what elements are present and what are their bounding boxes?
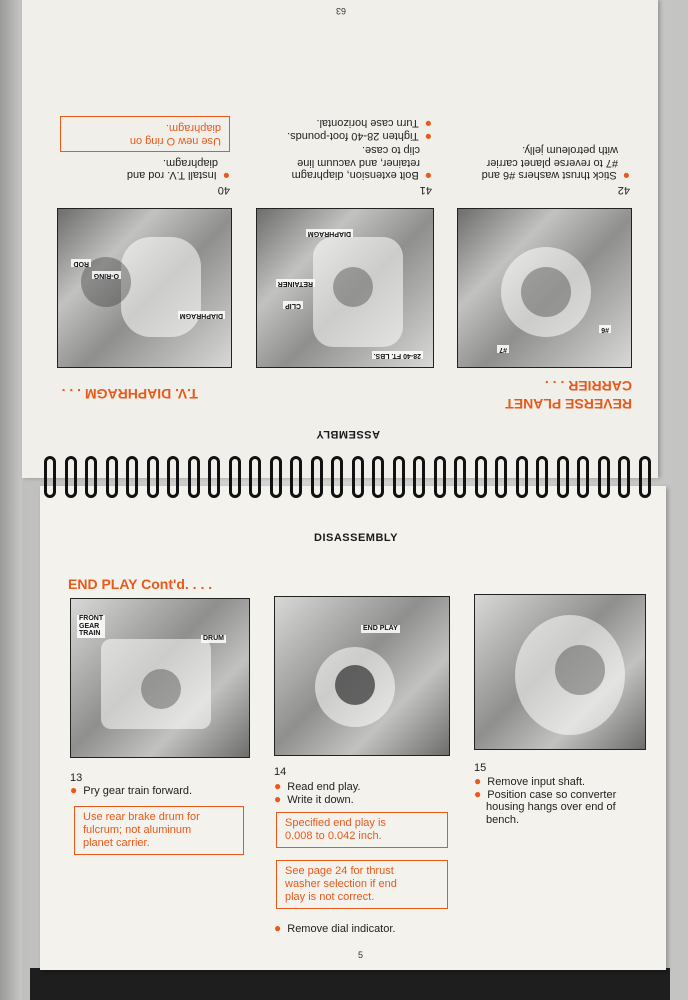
step-41-line2: retainer, and vacuum line — [297, 157, 420, 169]
spiral-ring — [516, 456, 528, 498]
step-14-note-thrust-washer: See page 24 for thrust washer selection if end play is not correct. — [276, 860, 448, 909]
step-41-line4: ●Tighten 28-40 foot-pounds. — [287, 130, 432, 144]
callout-oring: O-RING — [93, 272, 119, 279]
step-15-number: 15 — [474, 762, 487, 774]
callout-clip: CLIP — [285, 302, 301, 309]
spiral-ring — [536, 456, 548, 498]
step-14-note-end-play: Specified end play is 0.008 to 0.042 inch. — [276, 812, 448, 848]
step-15-line4: bench. — [486, 814, 520, 826]
spiral-ring — [434, 456, 446, 498]
step-15-line3: housing hangs over end of — [486, 801, 616, 813]
step-13-line1: ● Pry gear train forward. — [70, 783, 193, 797]
spiral-ring — [270, 456, 282, 498]
step-13-number: 13 — [70, 772, 83, 784]
callout-torque: 28-40 FT. LBS. — [373, 352, 421, 359]
step-41-line5: ●Turn case horizontal. — [316, 117, 432, 131]
callout-diaphragm-40: DIAPHRAGM — [179, 312, 223, 319]
step-42-line3: with petroleum jelly. — [522, 144, 618, 156]
spiral-ring — [639, 456, 651, 498]
callout-drum: DRUM — [203, 635, 224, 642]
lower-page-number: 5 — [358, 950, 364, 960]
spiral-ring — [557, 456, 569, 498]
disassembly-heading: DISASSEMBLY — [314, 532, 398, 544]
step-42-line1: ●Stick thrust washers #6 and — [481, 169, 630, 183]
step-40-line2: diaphragm. — [162, 157, 218, 169]
callout-end-play: END PLAY — [363, 625, 398, 632]
spiral-ring — [352, 456, 364, 498]
spiral-ring — [249, 456, 261, 498]
spiral-ring — [188, 456, 200, 498]
photo-step-41 — [256, 208, 434, 368]
step-15-line2: ● Position case so converter — [474, 787, 617, 801]
photo-step-42 — [457, 208, 632, 368]
photo-step-13 — [70, 598, 250, 758]
callout-rod: ROD — [73, 260, 89, 267]
reverse-planet-title: REVERSE PLANET CARRIER . . . — [505, 378, 632, 412]
callout-front-gear-train: FRONT GEAR TRAIN — [79, 615, 104, 638]
spiral-ring — [147, 456, 159, 498]
upper-page-number: 63 — [335, 6, 346, 16]
step-41-number: 41 — [419, 184, 432, 196]
callout-6: #6 — [601, 326, 609, 333]
left-shadow — [0, 0, 22, 1000]
spiral-ring — [44, 456, 56, 498]
lower-page — [40, 486, 666, 970]
assembly-heading: ASSEMBLY — [315, 428, 380, 440]
step-41-line1: ●Bolt extension, diaphragm — [291, 169, 432, 183]
callout-diaphragm-41: DIAPHRAGM — [307, 230, 351, 237]
end-play-title: END PLAY Cont'd. . . . — [68, 576, 213, 592]
step-40-note: Use new O ring on diaphragm. — [60, 116, 230, 152]
spiral-ring — [85, 456, 97, 498]
callout-retainer: RETAINER — [277, 280, 313, 287]
step-41-line3: clip to case. — [361, 144, 420, 156]
spiral-ring — [167, 456, 179, 498]
callout-7: #7 — [499, 346, 507, 353]
spiral-ring — [454, 456, 466, 498]
photo-step-14 — [274, 596, 450, 756]
photo-step-15 — [474, 594, 646, 750]
spiral-ring — [495, 456, 507, 498]
spiral-ring — [475, 456, 487, 498]
spiral-binding — [40, 456, 660, 502]
tv-diaphragm-title: T.V. DIAPHRAGM . . . — [61, 386, 198, 402]
step-14-number: 14 — [274, 766, 287, 778]
step-14-remove-dial: ● Remove dial indicator. — [274, 921, 396, 935]
step-14-line1: ● Read end play. — [274, 779, 361, 793]
step-40-number: 40 — [217, 184, 230, 196]
spiral-ring — [331, 456, 343, 498]
spiral-ring — [577, 456, 589, 498]
spiral-ring — [106, 456, 118, 498]
spiral-ring — [229, 456, 241, 498]
binder-base — [30, 968, 670, 1000]
spiral-ring — [393, 456, 405, 498]
spiral-ring — [126, 456, 138, 498]
spiral-ring — [208, 456, 220, 498]
step-15-line1: ● Remove input shaft. — [474, 774, 586, 788]
spiral-ring — [413, 456, 425, 498]
spiral-ring — [290, 456, 302, 498]
spiral-ring — [618, 456, 630, 498]
spiral-ring — [372, 456, 384, 498]
step-42-line2: #7 to reverse planet carrier — [486, 157, 618, 169]
step-40-line1: ●Install T.V. rod and — [126, 169, 230, 183]
step-42-number: 42 — [617, 184, 630, 196]
step-14-line2: ● Write it down. — [274, 792, 354, 806]
upper-page — [22, 0, 658, 478]
spiral-ring — [598, 456, 610, 498]
step-13-note: Use rear brake drum for fulcrum; not aluminum planet carrier. — [74, 806, 244, 855]
spiral-ring — [65, 456, 77, 498]
upper-page-content — [22, 0, 658, 478]
photo-step-40 — [57, 208, 232, 368]
spiral-ring — [311, 456, 323, 498]
